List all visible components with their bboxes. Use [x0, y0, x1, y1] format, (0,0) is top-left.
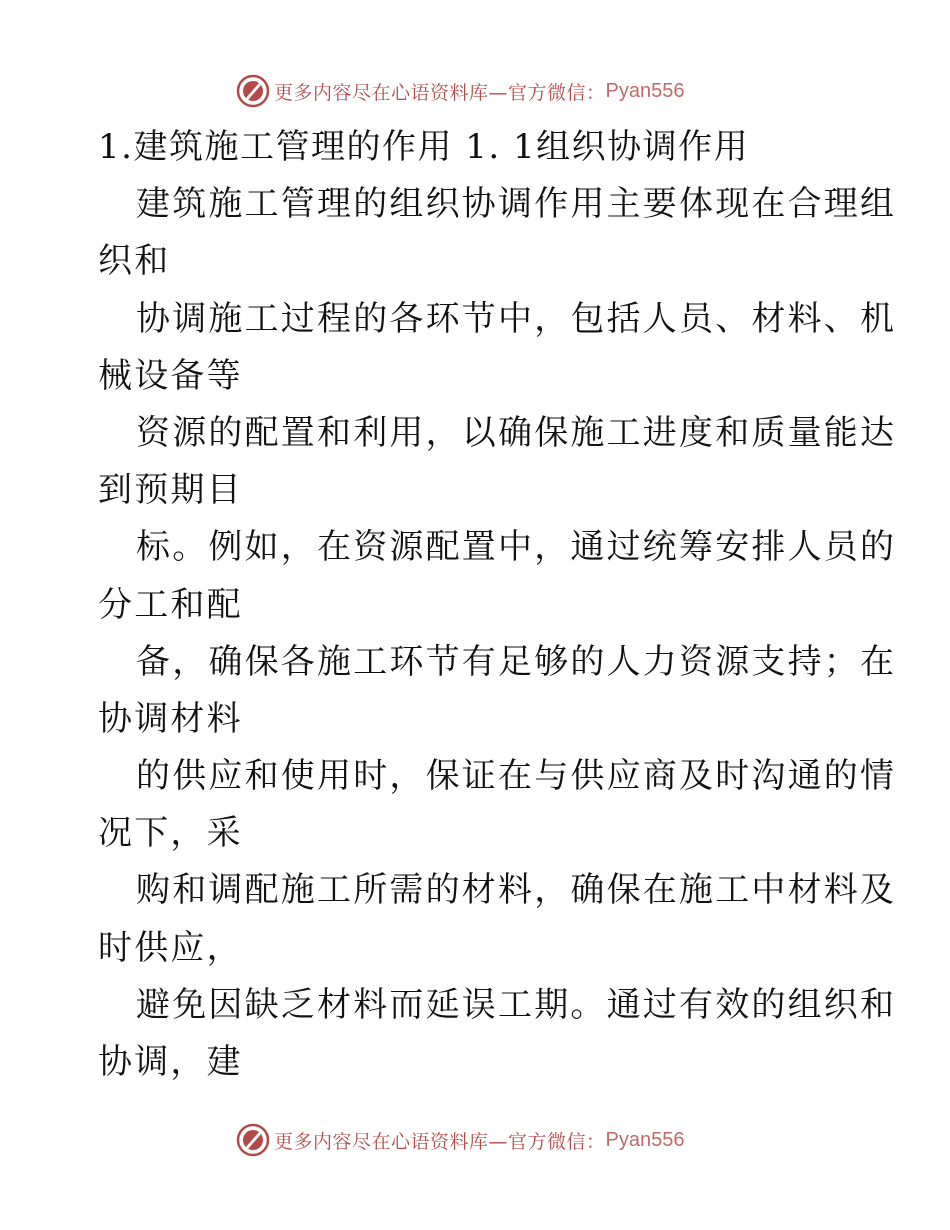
paragraph-line: 备，确保各施工环节有足够的人力资源支持；在 [136, 641, 897, 682]
paragraph-line: 分工和配 [98, 584, 243, 625]
paragraph-line: 协调，建 [98, 1042, 243, 1082]
paragraph-line: 时供应， [98, 927, 243, 968]
paragraph-line: 购和调配施工所需的材料，确保在施工中材料及 [136, 870, 897, 911]
paragraph-line: 资源的配置和利用，以确保施工进度和质量能达 [136, 412, 897, 453]
paragraph-line: 况下，采 [98, 813, 243, 854]
section-heading: 1.建筑施工管理的作用 1. 1组织协调作用 [98, 127, 750, 167]
watermark-text: 更多内容尽在心语资料库—官方微信： [274, 1130, 606, 1153]
paragraph-line: 标。例如，在资源配置中，通过统筹安排人员的 [136, 527, 897, 568]
quill-pen-icon [236, 1123, 270, 1157]
paragraph-line: 械设备等 [98, 355, 243, 396]
paragraph-line: 协调施工过程的各环节中，包括人员、材料、机 [136, 298, 897, 339]
watermark-text: 更多内容尽在心语资料库—官方微信： [274, 81, 606, 104]
quill-pen-icon [236, 74, 270, 108]
header-watermark [236, 73, 684, 109]
footer-watermark [236, 1122, 684, 1158]
paragraph-line: 建筑施工管理的组织协调作用主要体现在合理组 [136, 184, 897, 225]
paragraph-line: 到预期目 [98, 470, 243, 511]
paragraph-line: 避免因缺乏材料而延误工期。通过有效的组织和 [136, 984, 897, 1025]
paragraph-line: 织和 [98, 241, 171, 282]
paragraph-line: 协调材料 [98, 698, 243, 739]
paragraph-line: 的供应和使用时，保证在与供应商及时沟通的情 [136, 756, 897, 797]
document-body [98, 119, 897, 1091]
watermark-wechat-id: Pyan556 [605, 79, 685, 102]
watermark-wechat-id: Pyan556 [605, 1128, 685, 1151]
